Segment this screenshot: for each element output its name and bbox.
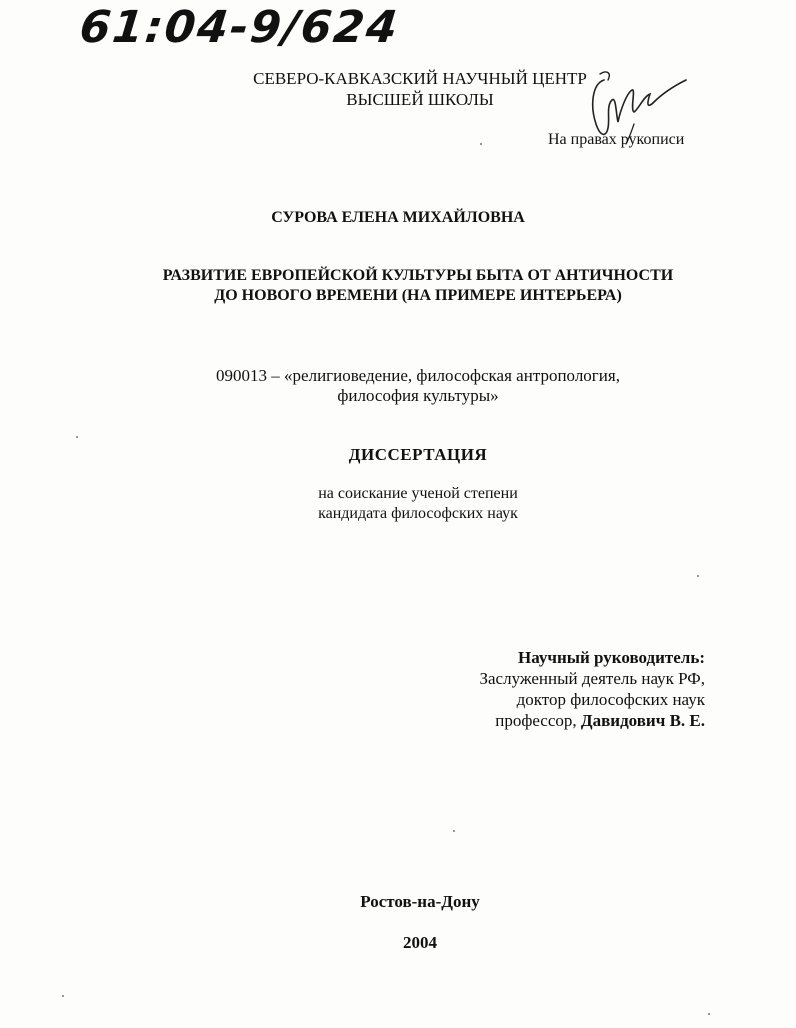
scan-speck <box>76 436 78 438</box>
scan-speck <box>708 1013 710 1015</box>
supervisor-line-2: доктор философских наук <box>516 690 705 709</box>
institution-name <box>200 68 640 110</box>
supervisor-line-1: Заслуженный деятель наук РФ, <box>479 669 705 688</box>
institution-line-2: ВЫСШЕЙ ШКОЛЫ <box>346 90 494 109</box>
degree-line-1: на соискание ученой степени <box>318 485 518 502</box>
document-type: ДИССЕРТАЦИЯ <box>348 445 488 464</box>
specialty <box>0 366 796 406</box>
degree-line-2: кандидата философских наук <box>318 505 518 522</box>
year: 2004 <box>403 933 437 952</box>
title-line-2: ДО НОВОГО ВРЕМЕНИ (НА ПРИМЕРЕ ИНТЕРЬЕРА) <box>214 287 622 304</box>
title-line-1: РАЗВИТИЕ ЕВРОПЕЙСКОЙ КУЛЬТУРЫ БЫТА ОТ АНТИЧНОСТИ <box>162 267 674 284</box>
institution-line-1: СЕВЕРО-КАВКАЗСКИЙ НАУЧНЫЙ ЦЕНТР <box>253 69 587 88</box>
supervisor-title: профессор, <box>495 711 581 730</box>
scan-speck <box>62 995 64 997</box>
dissertation-title <box>0 266 796 306</box>
manuscript-rights-note: На правах рукописи <box>548 131 685 148</box>
scan-speck <box>480 143 482 145</box>
supervisor-name: Давидович В. Е. <box>580 711 705 730</box>
scan-speck <box>453 830 455 832</box>
supervisor-heading: Научный руководитель: <box>518 648 705 667</box>
supervisor-line-3 <box>345 710 705 731</box>
specialty-line-1: 090013 – «религиоведение, философская антропология, <box>216 366 620 385</box>
author-name: СУРОВА ЕЛЕНА МИХАЙЛОВНА <box>271 209 525 226</box>
archive-code: 61:04-9/624 <box>77 2 402 53</box>
scan-speck <box>697 575 699 577</box>
degree-statement <box>0 484 796 524</box>
specialty-line-2: философия культуры» <box>337 386 499 405</box>
city: Ростов-на-Дону <box>360 892 480 911</box>
supervisor-block <box>345 647 705 731</box>
